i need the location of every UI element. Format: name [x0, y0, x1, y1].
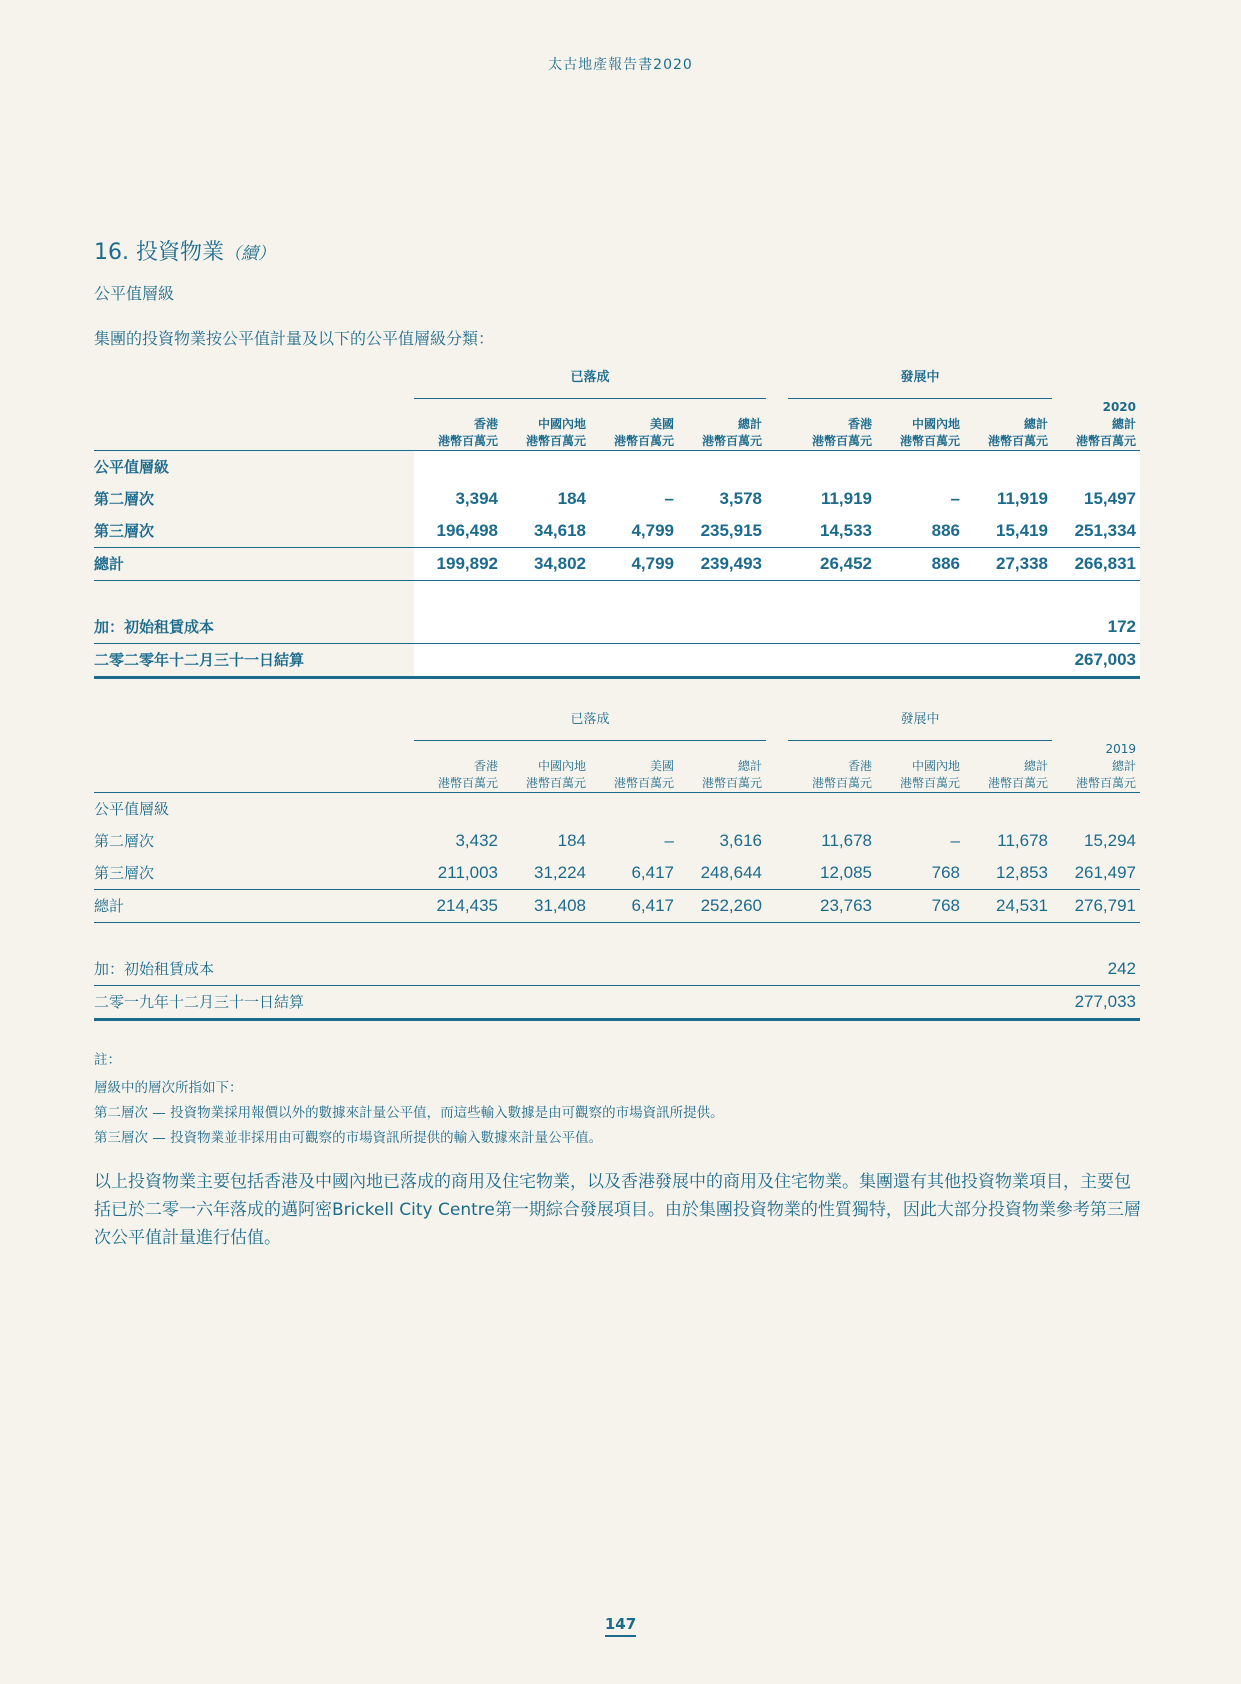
section-title: [94, 235, 275, 266]
col-header: 中國內地 港幣百萬元: [502, 399, 590, 451]
sub-heading: 公平值層級: [94, 284, 175, 303]
col-header: 總計 港幣百萬元: [964, 741, 1052, 793]
col-header: 總計 港幣百萬元: [678, 741, 766, 793]
notes-title: 註：: [94, 1052, 121, 1068]
table-row-level2: 第二層次 3,432 184 – 3,616 11,678 – 11,678 15,294: [94, 830, 1137, 850]
closing-paragraph: 以上投資物業主要包括香港及中國內地已落成的商用及住宅物業，以及香港發展中的商用及住宅物業。集團還有其他投資物業項目，主要包括已於二零一六年落成的邁阿密Brickell City Centre第一期綜合發展項目。由於集團投資物業的性質獨特，因此大部分投資物業參考第三層次公平值計量進行估值。: [94, 1172, 1141, 1248]
group-completed: 已落成: [414, 366, 766, 399]
col-header: 中國內地 港幣百萬元: [876, 741, 964, 793]
section-title-text: 16. 投資物業: [94, 240, 224, 265]
table-row-level3: 第三層次 196,498 34,618 4,799 235,915 14,533 886 15,419 251,334: [94, 515, 1140, 548]
col-header: 美國 港幣百萬元: [590, 741, 678, 793]
fair-value-table-2020: [94, 366, 1140, 679]
hierarchy-label-row: 公平值層級: [94, 450, 1140, 483]
running-header: 太古地產報告書2020: [548, 57, 693, 73]
table-row-closing-balance: 二零二零年十二月三十一日結算 267,003: [94, 643, 1140, 677]
group-completed: 已落成: [414, 708, 766, 741]
table-row-total: 總計 214,435 31,408 6,417 252,260 23,763 768 24,531 276,791: [94, 889, 1140, 922]
fair-value-table-2019: [94, 708, 1140, 1021]
note-line: 第三層次 — 投資物業並非採用由可觀察的市場資訊所提供的輸入數據來計量公平值。: [94, 1130, 603, 1146]
col-header: 中國內地 港幣百萬元: [876, 399, 964, 451]
col-header: 香港 港幣百萬元: [414, 741, 502, 793]
note-line: 層級中的層次所指如下：: [94, 1080, 243, 1096]
col-header: 香港 港幣百萬元: [788, 399, 876, 451]
intro-text: 集團的投資物業按公平值計量及以下的公平值層級分類：: [94, 329, 495, 348]
note-line: 第二層次 — 投資物業採用報價以外的數據來計量公平值，而這些輸入數據是由可觀察的市場資訊所提供。: [94, 1105, 724, 1121]
page-number: 147: [0, 1615, 1241, 1633]
table-row-lease-cost: 加：初始租賃成本 242: [94, 958, 1137, 978]
col-header-year-total: 2020 總計 港幣百萬元: [1052, 399, 1140, 451]
group-under-development: 發展中: [788, 366, 1052, 399]
group-under-development: 發展中: [788, 708, 1052, 741]
table-row-level3: 第三層次 211,003 31,224 6,417 248,644 12,085 768 12,853 261,497: [94, 862, 1137, 882]
column-header-row: [94, 399, 1140, 451]
table-row-closing-balance: 二零一九年十二月三十一日結算 277,033: [94, 985, 1140, 1019]
col-header: 中國內地 港幣百萬元: [502, 741, 590, 793]
notes: [94, 1048, 724, 1151]
col-header: 總計 港幣百萬元: [964, 399, 1052, 451]
hierarchy-label-row: 公平值層級: [94, 800, 170, 818]
table-row-total: 總計 199,892 34,802 4,799 239,493 26,452 886 27,338 266,831: [94, 547, 1140, 580]
col-header: 美國 港幣百萬元: [590, 399, 678, 451]
table-row-lease-cost: 加：初始租賃成本 172: [94, 611, 1140, 644]
col-header: 香港 港幣百萬元: [414, 399, 502, 451]
col-header: 總計 港幣百萬元: [678, 399, 766, 451]
group-header-row: [94, 708, 1140, 741]
col-header-year-total: 2019 總計 港幣百萬元: [1052, 741, 1140, 793]
group-header-row: [94, 366, 1140, 399]
column-header-row: [94, 741, 1140, 793]
table-row-level2: 第二層次 3,394 184 – 3,578 11,919 – 11,919 15,497: [94, 483, 1140, 515]
col-header: 香港 港幣百萬元: [788, 741, 876, 793]
section-title-continued: （續）: [223, 244, 275, 264]
